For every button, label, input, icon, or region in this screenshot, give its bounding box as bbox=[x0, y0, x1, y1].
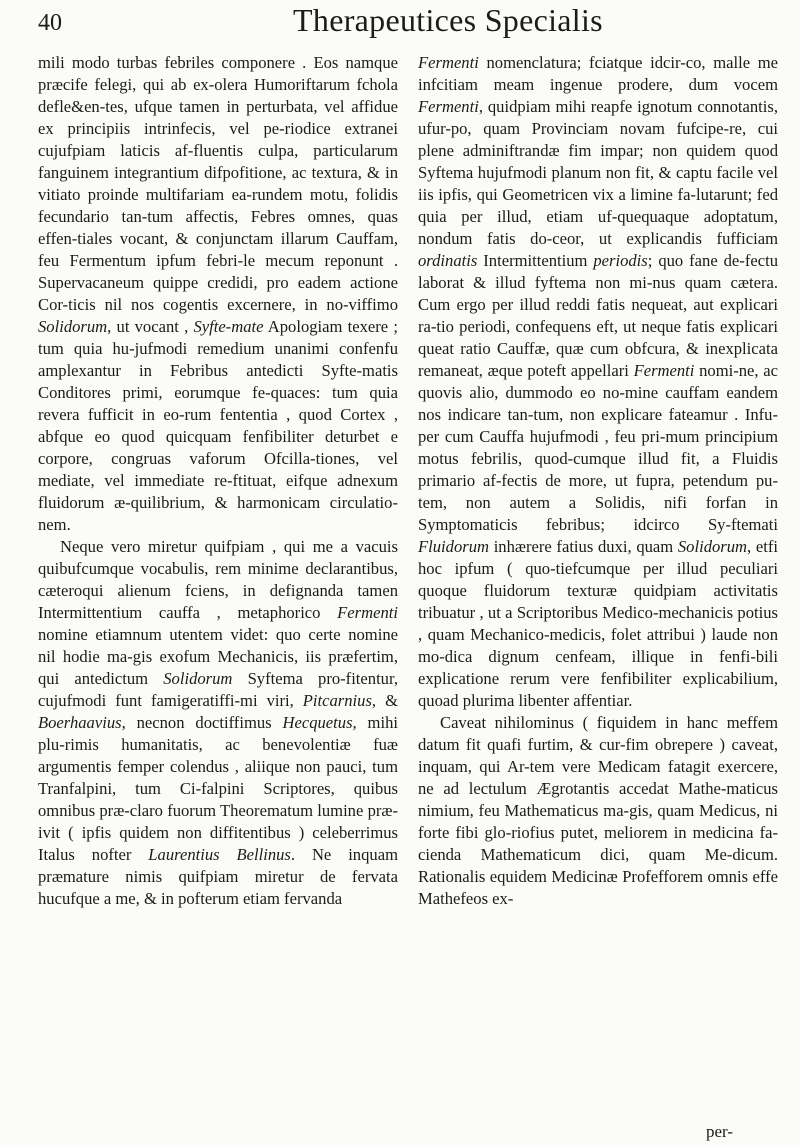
text-run: inhærere fatius duxi, quam bbox=[489, 537, 678, 556]
text-run: mili modo turbas febriles componere . Eos namque præcife felegi, qui ab ex-olera Humoriftarum fchola defle&en-tes, ufque tamen in perturbata, vel affidue ex principiis intrinfecis, vel pe-riodice extranei cujufpiam laticis af-fluentis culpa, particularum fanguinem integrantium difpofitione, ac textura, & in vitiato proinde multifariam ea-rundem motu, folidis fecundario tan-tum affectis, Febres omnes, quas effen-tiales vocant, & conjunctam illarum Cauffam, feu Fermentum ipfum febri-le mecum reponunt . Supervacaneum quippe credidi, pro eadem actione Cor-ticis nil nos cogentis excernere, in no-viffimo bbox=[38, 53, 398, 314]
italic-term: Solidorum bbox=[677, 537, 748, 556]
page-number: 40 bbox=[38, 10, 62, 36]
italic-term: Fermenti bbox=[633, 361, 695, 380]
italic-term: Hecquetus bbox=[282, 713, 353, 732]
right-column bbox=[418, 52, 778, 1122]
right-paragraph-2 bbox=[418, 712, 778, 910]
text-run: nomine etiamnum utentem videt: quo certe nomine nil hodie ma-gis exofum Mechanicis, iis præfertim, qui antedictum bbox=[38, 625, 398, 688]
text-columns bbox=[38, 52, 778, 1122]
text-run: Intermittentium bbox=[477, 251, 594, 270]
text-run: Caveat nihilominus ( fiquidem in hanc meffem datum fit quafi furtim, & cur-fim obrepere ) caveat, inquam, qui Ar-tem vere Medicam fatagit exercere, ne ad lectulum Ægrotantis accedat Mathe-maticus nimium, feu Mathematicus ma-gis, quam Medicus, ni forte fibi glo-riofius putet, meliorem in medicina fa-cienda Mathematicum dici, quam Me-dicum. Rationalis equidem Medicinæ Profefforem omnis effe Mathefeos ex- bbox=[418, 713, 778, 908]
text-run: . Ne inquam præmature nimis quifpiam miretur de fervata hucufque a me, & in pofterum etiam fervanda bbox=[38, 845, 398, 908]
text-run: nomi-ne, ac quovis alio, dummodo eo no-mine cauffam eandem nos indicare tan-tum, non explicare fateamur . Infu-per cum Cauffa hujufmodi , feu pri-mum principium motus febrilis, quod-cumque illud fit, a Fluidis primario af-fectis de more, ut fupra, petendum pu-tem, non autem a Solidis, nifi forfan in Symptomaticis febribus; idcirco Sy-ftemati bbox=[418, 361, 778, 534]
italic-term: Laurentius Bellinus bbox=[148, 845, 291, 864]
italic-term: periodis bbox=[593, 251, 648, 270]
text-run: Syftema pro-fitentur, cujufmodi funt famigeratiffi-mi viri, bbox=[38, 669, 398, 710]
italic-term: Fermenti bbox=[337, 603, 398, 622]
text-run: , etfi hoc ipfum ( quo-tiefcumque per illud peculiari quoque fluidorum texturæ quidpiam activitatis tribuatur , ut a Scriptoribus Medico-mechanicis potius , quam Mechanico-medicis, folet attribui ) laude non mo-dica dignum cenfeam, illique in fenfi-bili explicatione rerum vere fenfibiliter explicabilium, quoad plurima libenter affentiar. bbox=[418, 537, 778, 710]
italic-term: Solidorum bbox=[163, 669, 233, 688]
italic-term: Boerhaavius bbox=[38, 713, 122, 732]
left-column bbox=[38, 52, 398, 1122]
catchword: per- bbox=[706, 1122, 734, 1141]
italic-term: Pitcarnius bbox=[302, 691, 372, 710]
left-paragraph-1 bbox=[38, 52, 398, 536]
running-title: Therapeutices Specialis bbox=[293, 2, 603, 38]
italic-term: Fermenti bbox=[418, 97, 479, 116]
italic-term: ordinatis bbox=[418, 251, 478, 270]
text-run: , mihi plu-rimis humanitatis, ac benevolentiæ fuæ argumentis femper colendus , aliique non pauci, tum Tranfalpini, tum Ci-falpini Scriptores, quibus omnibus præ-claro fuorum Theorematum lumine præ-ivit ( ipfis quidem non diffitentibus ) celeberrimus Italus nofter bbox=[38, 713, 398, 864]
text-run: , quidpiam mihi reapfe ignotum connotantis, ufur-po, quam Provinciam novam fufcipe-re, cui plene adminiftrandæ fim impar; non quidem quod Syftema hujufmodi planum non fit, & captu facile vel iis ipfis, qui Geometricen vix a limine fa-lutarunt; fed quia per illud, etiam uf-quequaque adoptatum, nondum fatis do-ceor, ut explicandis fufficiam bbox=[418, 97, 778, 248]
italic-term: Syfte-mate bbox=[193, 317, 264, 336]
text-run: Neque vero miretur quifpiam , qui me a vacuis quibufcumque vocabulis, rem minime declarantibus, cæteroqui alienum fciens, in defignanda tamen Intermittentium cauffa , metaphorico bbox=[38, 537, 398, 622]
text-run: , ut vocant , bbox=[107, 317, 194, 336]
page-header bbox=[38, 2, 778, 46]
italic-term: Solidorum bbox=[38, 317, 108, 336]
text-run: Apologiam texere ; tum quia hu-jufmodi remedium unanimi confenfu amplexantur in Febribus antedicti Syfte-matis Conditores primi, eorumque fe-quaces: tum quia revera fufficit in eo-rum fententia , quod Cortex , abfque eo quod quicquam fenfibiliter deturbet e corpore, congruas vaforum Ofcilla-tiones, vel mediate, vel immediate re-ftituat, eifque adnexum fluidorum æ-quilibrium, & harmonicam circulatio-nem. bbox=[38, 317, 398, 534]
italic-term: Fermenti bbox=[418, 53, 479, 72]
text-run: nomenclatura; fciatque idcir-co, malle me infcitiam meam ingenue prodere, dum vocem bbox=[418, 53, 778, 94]
text-run: ; quo fane de-fectu laborat & illud fyftema non mi-nus quam cætera. Cum ergo per illud reddi fatis nequeat, aut explicari ra-tio periodi, confequens eft, ut neque fatis explicari queat ratio Cauffæ, quæ cum obfcura, & inexplicata remaneat, æque poteft appellari bbox=[418, 251, 778, 380]
text-run: , & bbox=[371, 691, 398, 710]
text-run: , necnon doctiffimus bbox=[121, 713, 283, 732]
italic-term: Fluidorum bbox=[418, 537, 489, 556]
right-paragraph-1 bbox=[418, 52, 778, 712]
left-paragraph-2 bbox=[38, 536, 398, 910]
